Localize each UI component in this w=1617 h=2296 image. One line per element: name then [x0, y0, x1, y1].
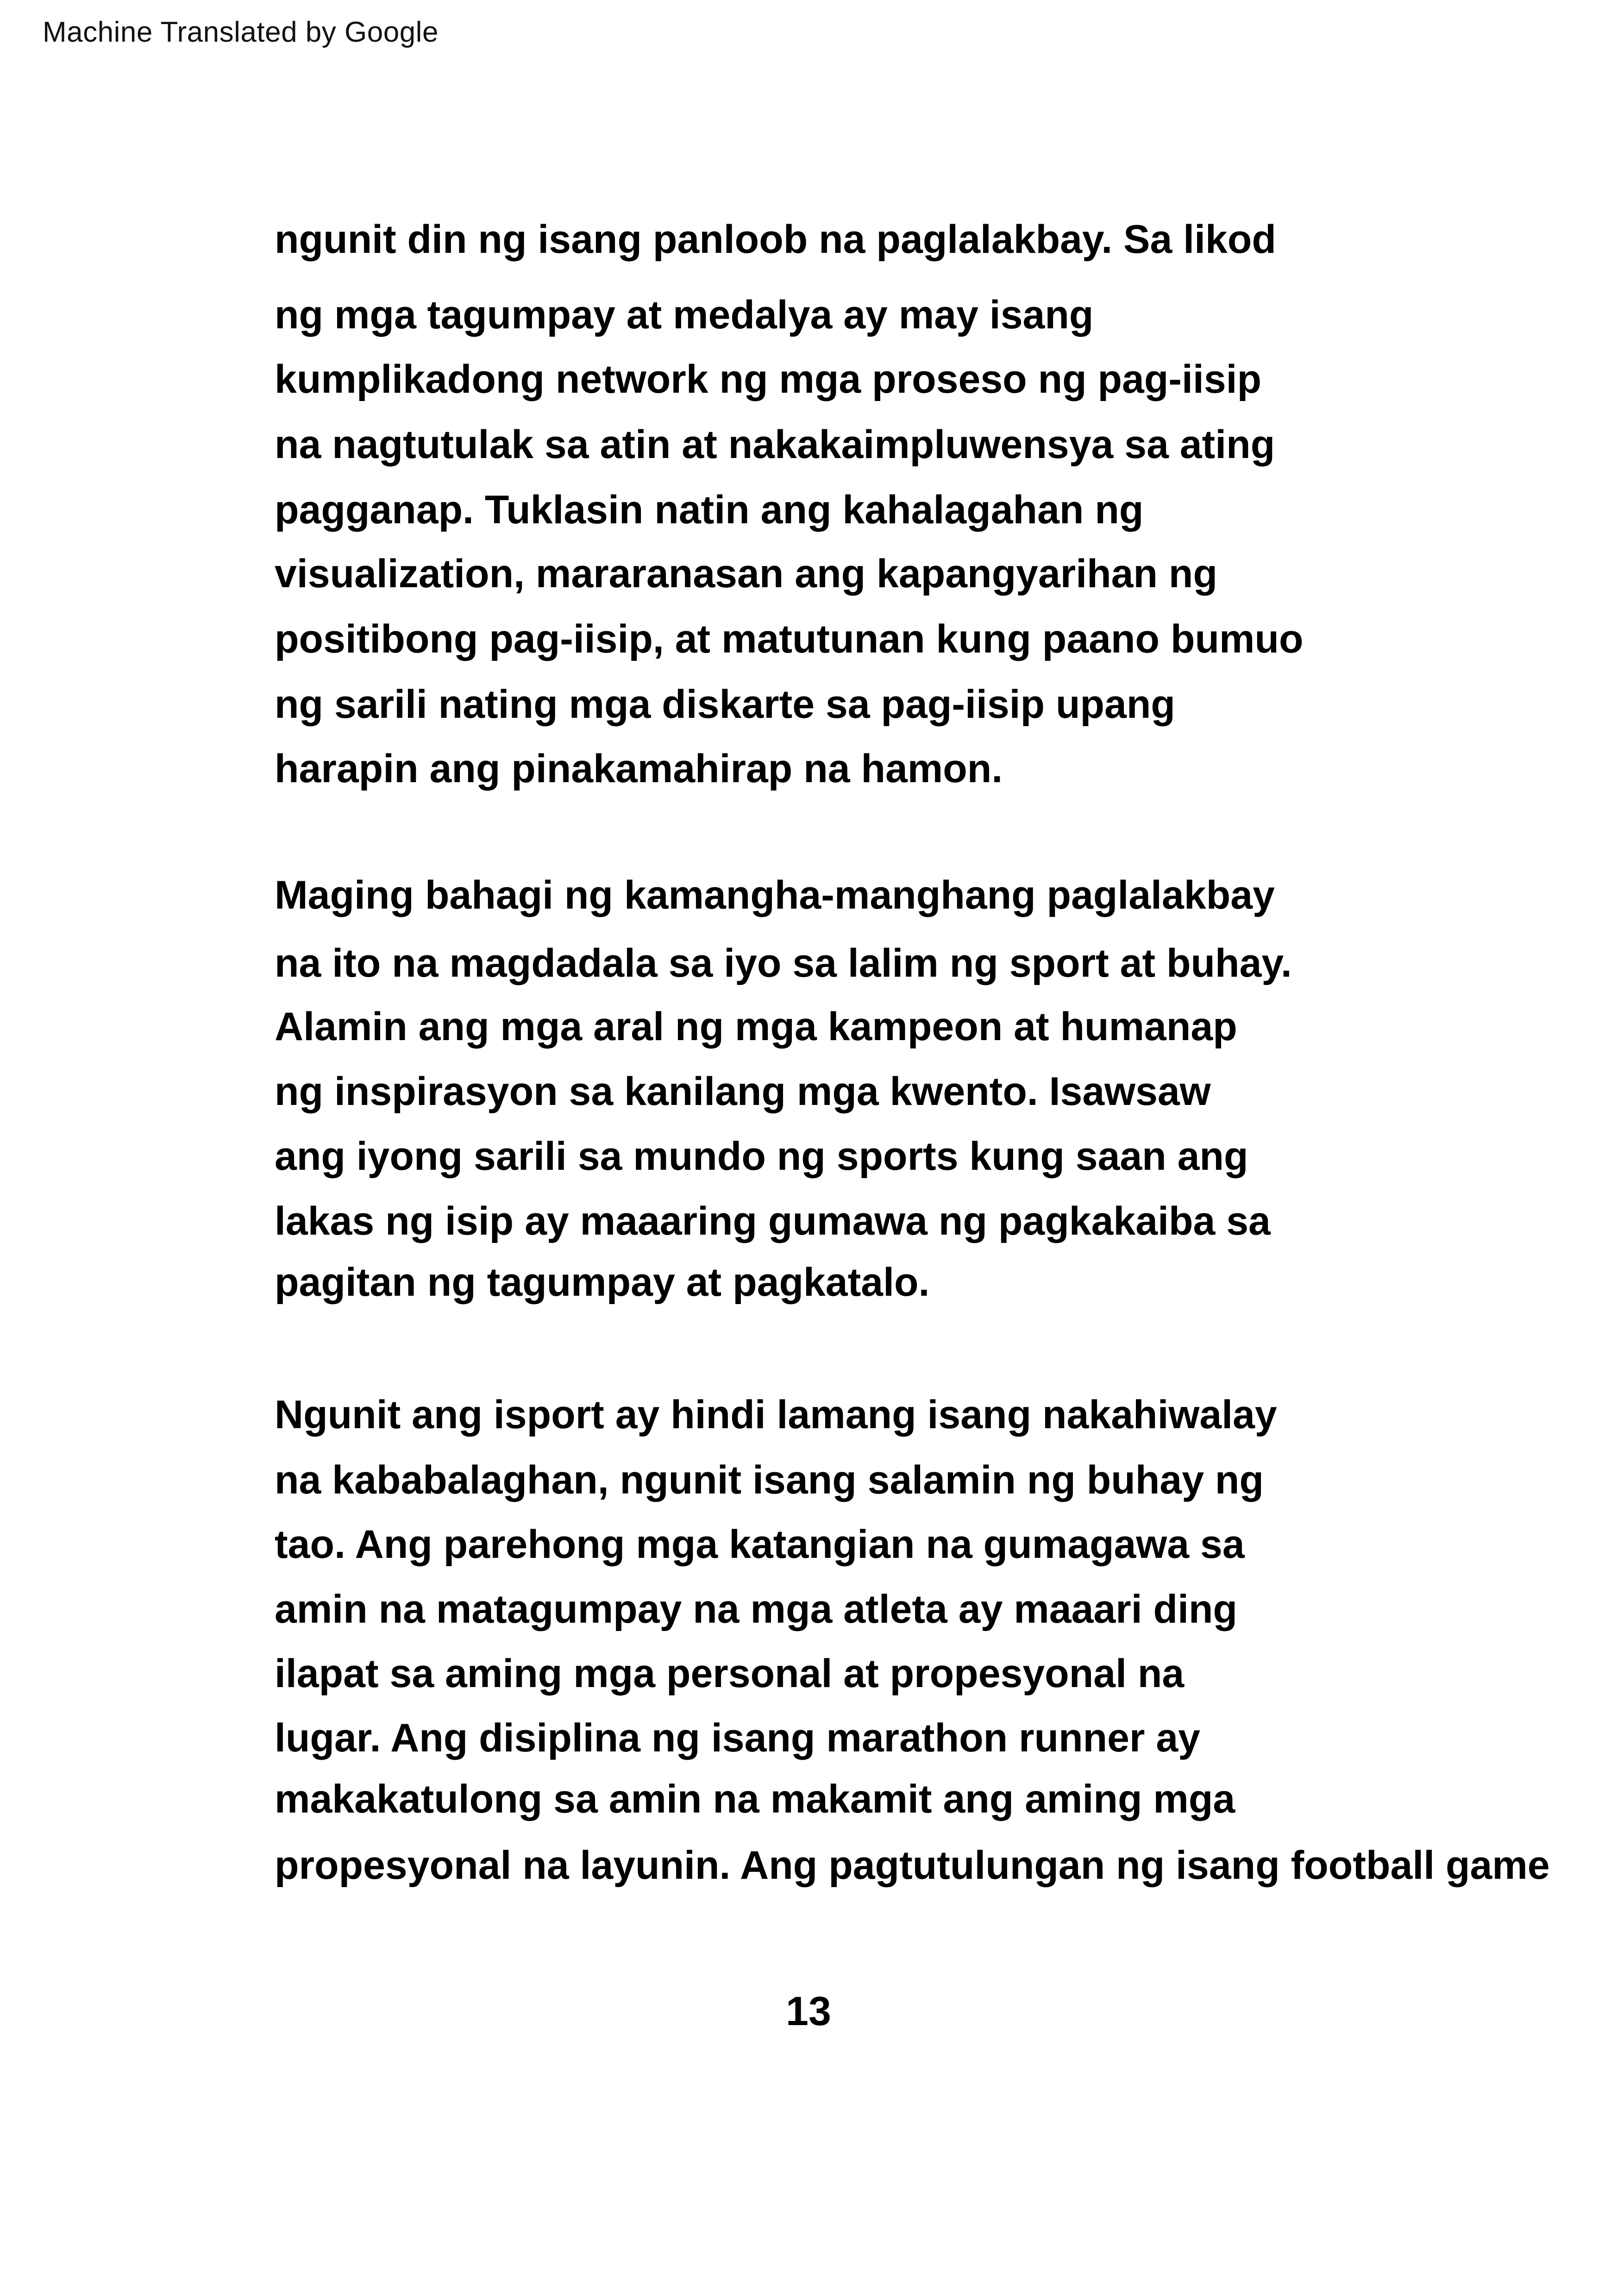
paragraph-3-line-2: na kababalaghan, ngunit isang salamin ng buhay ng	[275, 1458, 1264, 1502]
paragraph-1-line-8: ng sarili nating mga diskarte sa pag-iisip upang	[275, 682, 1175, 727]
paragraph-1-line-7: positibong pag-iisip, at matutunan kung paano bumuo	[275, 617, 1304, 661]
paragraph-3-line-7: makakatulong sa amin na makamit ang aming mga	[275, 1777, 1235, 1821]
watermark: Machine Translated by Google	[43, 16, 439, 48]
paragraph-1-line-9: harapin ang pinakamahirap na hamon.	[275, 747, 1003, 791]
paragraph-1-line-4: na nagtutulak sa atin at nakakaimpluwensya sa ating	[275, 422, 1275, 467]
paragraph-3-line-5: ilapat sa aming mga personal at propesyonal na	[275, 1651, 1185, 1696]
paragraph-3-line-3: tao. Ang parehong mga katangian na gumagawa sa	[275, 1522, 1245, 1567]
paragraph-3-line-8: propesyonal na layunin. Ang pagtutulungan ng isang football game	[275, 1843, 1550, 1888]
page-number: 13	[786, 1988, 831, 2034]
paragraph-2-line-6: lakas ng isip ay maaaring gumawa ng pagkakaiba sa	[275, 1199, 1271, 1243]
paragraph-2-line-5: ang iyong sarili sa mundo ng sports kung saan ang	[275, 1134, 1248, 1179]
paragraph-2-line-4: ng inspirasyon sa kanilang mga kwento. Isawsaw	[275, 1069, 1211, 1114]
paragraph-1-line-2: ng mga tagumpay at medalya ay may isang	[275, 293, 1094, 337]
paragraph-2-line-2: na ito na magdadala sa iyo sa lalim ng sport at buhay.	[275, 941, 1292, 985]
paragraph-2-line-1: Maging bahagi ng kamangha-manghang paglalakbay	[275, 873, 1275, 917]
paragraph-1-line-3: kumplikadong network ng mga proseso ng pag-iisip	[275, 357, 1262, 401]
paragraph-1-line-5: pagganap. Tuklasin natin ang kahalagahan ng	[275, 488, 1144, 532]
paragraph-3-line-4: amin na matagumpay na mga atleta ay maaari ding	[275, 1587, 1238, 1631]
paragraph-2-line-7: pagitan ng tagumpay at pagkatalo.	[275, 1260, 930, 1305]
paragraph-1-line-6: visualization, mararanasan ang kapangyarihan ng	[275, 552, 1217, 596]
paragraph-3-line-6: lugar. Ang disiplina ng isang marathon runner ay	[275, 1716, 1200, 1760]
paragraph-3-line-1: Ngunit ang isport ay hindi lamang isang nakahiwalay	[275, 1393, 1277, 1437]
paragraph-2-line-3: Alamin ang mga aral ng mga kampeon at humanap	[275, 1004, 1237, 1049]
paragraph-1-line-1: ngunit din ng isang panloob na paglalakbay. Sa likod	[275, 217, 1276, 262]
